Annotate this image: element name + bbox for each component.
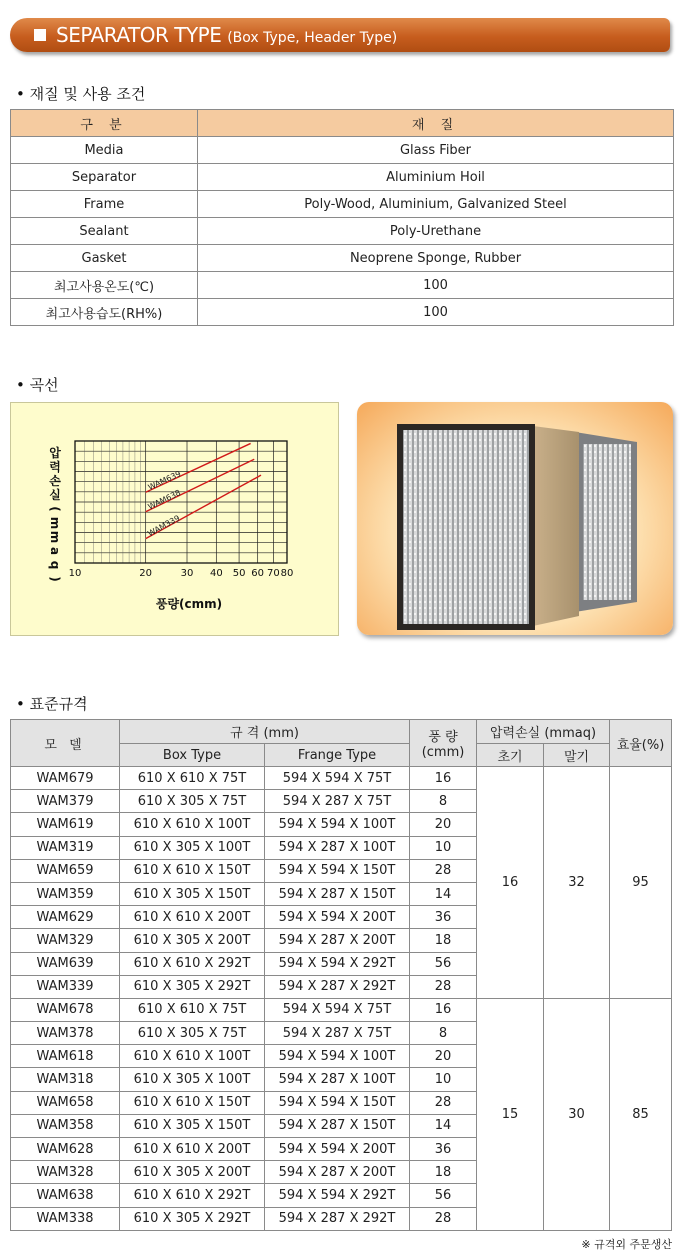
page-title	[56, 23, 397, 47]
initial-pressure-cell: 16	[477, 767, 544, 999]
model-cell: WAM318	[11, 1068, 120, 1091]
frange-type-cell: 594 X 287 X 150T	[265, 882, 410, 905]
frange-type-cell: 594 X 594 X 200T	[265, 1138, 410, 1161]
box-type-cell: 610 X 610 X 292T	[120, 1184, 265, 1207]
material-value: Aluminium Hoil	[198, 164, 674, 191]
material-item: Separator	[11, 164, 198, 191]
model-cell: WAM679	[11, 767, 120, 790]
frange-type-cell: 594 X 287 X 200T	[265, 1161, 410, 1184]
airflow-cell: 28	[410, 1207, 477, 1230]
airflow-cell: 14	[410, 882, 477, 905]
x-tick-label: 60	[251, 568, 265, 579]
y-axis-label-char: 압	[49, 446, 61, 460]
y-axis-label-char: m	[48, 530, 62, 544]
box-type-cell: 610 X 610 X 150T	[120, 859, 265, 882]
frange-type-cell: 594 X 287 X 75T	[265, 790, 410, 813]
model-cell: WAM638	[11, 1184, 120, 1207]
pressure-curve-chart	[10, 402, 339, 636]
box-type-cell: 610 X 610 X 150T	[120, 1091, 265, 1114]
model-cell: WAM619	[11, 813, 120, 836]
airflow-cell: 20	[410, 813, 477, 836]
airflow-cell: 28	[410, 975, 477, 998]
table-row	[11, 998, 672, 1021]
airflow-cell: 18	[410, 929, 477, 952]
x-axis-label: 풍량(cmm)	[155, 597, 223, 611]
header-airflow	[410, 720, 477, 767]
y-axis-label-char: 실	[49, 488, 61, 502]
airflow-cell: 20	[410, 1045, 477, 1068]
material-header-row	[11, 110, 674, 137]
box-type-cell: 610 X 610 X 75T	[120, 998, 265, 1021]
material-row	[11, 137, 674, 164]
header-efficiency: 효율(%)	[610, 720, 672, 767]
model-cell: WAM378	[11, 1022, 120, 1045]
efficiency-cell: 95	[610, 767, 672, 999]
frange-type-cell: 594 X 287 X 292T	[265, 1207, 410, 1230]
filter-side-panel	[533, 426, 579, 626]
frange-type-cell: 594 X 287 X 100T	[265, 1068, 410, 1091]
airflow-cell: 16	[410, 998, 477, 1021]
product-photo	[357, 402, 673, 635]
model-cell: WAM628	[11, 1138, 120, 1161]
frange-type-cell: 594 X 287 X 150T	[265, 1114, 410, 1137]
material-value: 100	[198, 299, 674, 326]
material-item: 최고사용습도(RH%)	[11, 299, 198, 326]
material-row	[11, 191, 674, 218]
material-value: 100	[198, 272, 674, 299]
frange-type-cell: 594 X 594 X 292T	[265, 1184, 410, 1207]
airflow-cell: 10	[410, 836, 477, 859]
spec-table	[10, 719, 672, 1231]
header-model: 모 델	[11, 720, 120, 767]
airflow-cell: 56	[410, 1184, 477, 1207]
frange-type-cell: 594 X 287 X 200T	[265, 929, 410, 952]
box-type-cell: 610 X 610 X 200T	[120, 906, 265, 929]
material-item: Media	[11, 137, 198, 164]
square-bullet-icon	[34, 29, 46, 41]
airflow-cell: 28	[410, 859, 477, 882]
model-cell: WAM678	[11, 998, 120, 1021]
footnote: ※ 규격외 주문생산	[581, 1238, 672, 1251]
x-tick-label: 30	[180, 568, 194, 579]
airflow-cell: 10	[410, 1068, 477, 1091]
header-initial: 초기	[477, 744, 544, 767]
box-type-cell: 610 X 610 X 292T	[120, 952, 265, 975]
frange-type-cell: 594 X 594 X 150T	[265, 1091, 410, 1114]
model-cell: WAM358	[11, 1114, 120, 1137]
airflow-cell: 8	[410, 790, 477, 813]
box-type-cell: 610 X 305 X 100T	[120, 836, 265, 859]
material-header-material: 재 질	[198, 110, 674, 137]
frange-type-cell: 594 X 594 X 100T	[265, 1045, 410, 1068]
model-cell: WAM338	[11, 1207, 120, 1230]
y-axis-label-char: a	[48, 546, 62, 556]
final-pressure-cell: 30	[544, 998, 610, 1230]
model-cell: WAM618	[11, 1045, 120, 1068]
box-type-cell: 610 X 305 X 100T	[120, 1068, 265, 1091]
material-row	[11, 245, 674, 272]
spec-header-row-1	[11, 720, 672, 744]
series-label-wam639: WAM639	[146, 469, 183, 493]
initial-pressure-cell: 15	[477, 998, 544, 1230]
box-type-cell: 610 X 610 X 100T	[120, 1045, 265, 1068]
airflow-cell: 18	[410, 1161, 477, 1184]
material-item: Frame	[11, 191, 198, 218]
header-airflow-unit: (cmm)	[421, 745, 465, 760]
airflow-cell: 14	[410, 1114, 477, 1137]
y-axis-label-char: m	[48, 516, 62, 530]
frange-type-cell: 594 X 594 X 200T	[265, 906, 410, 929]
curve-section-title: • 곡선	[16, 376, 59, 394]
filter-illustration	[357, 402, 673, 635]
material-row	[11, 164, 674, 191]
box-type-cell: 610 X 305 X 75T	[120, 790, 265, 813]
frange-type-cell: 594 X 594 X 100T	[265, 813, 410, 836]
box-type-cell: 610 X 305 X 200T	[120, 1161, 265, 1184]
airflow-cell: 8	[410, 1022, 477, 1045]
box-type-cell: 610 X 610 X 200T	[120, 1138, 265, 1161]
page-subtitle: (Box Type, Header Type)	[227, 30, 398, 46]
frange-type-cell: 594 X 594 X 150T	[265, 859, 410, 882]
material-value: Poly-Urethane	[198, 218, 674, 245]
y-axis-label-char: (	[48, 506, 62, 512]
header-pressure: 압력손실 (mmaq)	[477, 720, 610, 744]
frange-type-cell: 594 X 594 X 75T	[265, 767, 410, 790]
header-spec: 규 격 (mm)	[120, 720, 410, 744]
frange-type-cell: 594 X 287 X 292T	[265, 975, 410, 998]
table-row	[11, 767, 672, 790]
frange-type-cell: 594 X 287 X 100T	[265, 836, 410, 859]
material-header-category: 구 분	[11, 110, 198, 137]
model-cell: WAM359	[11, 882, 120, 905]
material-item: Sealant	[11, 218, 198, 245]
model-cell: WAM329	[11, 929, 120, 952]
model-cell: WAM629	[11, 906, 120, 929]
header-box-type: Box Type	[120, 744, 265, 767]
box-type-cell: 610 X 610 X 75T	[120, 767, 265, 790]
frange-type-cell: 594 X 594 X 75T	[265, 998, 410, 1021]
material-row	[11, 218, 674, 245]
series-label-wam638: WAM638	[146, 488, 183, 512]
y-axis-label-char: 손	[49, 474, 61, 488]
model-cell: WAM319	[11, 836, 120, 859]
model-cell: WAM659	[11, 859, 120, 882]
box-type-cell: 610 X 305 X 75T	[120, 1022, 265, 1045]
material-value: Neoprene Sponge, Rubber	[198, 245, 674, 272]
model-cell: WAM379	[11, 790, 120, 813]
model-cell: WAM328	[11, 1161, 120, 1184]
material-item: 최고사용온도(℃)	[11, 272, 198, 299]
material-value: Poly-Wood, Aluminium, Galvanized Steel	[198, 191, 674, 218]
model-cell: WAM339	[11, 975, 120, 998]
x-tick-label: 10	[68, 568, 82, 579]
material-row	[11, 299, 674, 326]
airflow-cell: 56	[410, 952, 477, 975]
model-cell: WAM658	[11, 1091, 120, 1114]
y-axis-label-char: q	[48, 560, 62, 570]
series-label-wam339: WAM339	[146, 513, 182, 539]
header-frange-type: Frange Type	[265, 744, 410, 767]
final-pressure-cell: 32	[544, 767, 610, 999]
x-tick-label: 80	[280, 568, 294, 579]
airflow-cell: 28	[410, 1091, 477, 1114]
page-title-text: SEPARATOR TYPE	[56, 23, 222, 47]
filter-pleated-media	[403, 430, 529, 624]
header-final: 말기	[544, 744, 610, 767]
box-type-cell: 610 X 305 X 150T	[120, 882, 265, 905]
box-type-cell: 610 X 305 X 150T	[120, 1114, 265, 1137]
material-section-title: • 재질 및 사용 조건	[16, 85, 146, 103]
box-type-cell: 610 X 305 X 292T	[120, 975, 265, 998]
airflow-cell: 36	[410, 906, 477, 929]
material-item: Gasket	[11, 245, 198, 272]
efficiency-cell: 85	[610, 998, 672, 1230]
box-type-cell: 610 X 305 X 200T	[120, 929, 265, 952]
chart-svg	[11, 403, 338, 635]
header-airflow-label: 풍 량	[428, 730, 458, 745]
y-axis-label-char: 력	[49, 460, 61, 474]
x-tick-label: 70	[267, 568, 280, 579]
airflow-cell: 16	[410, 767, 477, 790]
x-tick-label: 50	[232, 568, 246, 579]
material-value: Glass Fiber	[198, 137, 674, 164]
x-tick-label: 20	[139, 568, 153, 579]
section-header-bar	[10, 18, 670, 52]
filter-rear-pleats	[583, 444, 631, 600]
model-cell: WAM639	[11, 952, 120, 975]
box-type-cell: 610 X 610 X 100T	[120, 813, 265, 836]
y-axis-label-char: )	[48, 576, 62, 582]
material-table	[10, 109, 674, 326]
frange-type-cell: 594 X 287 X 75T	[265, 1022, 410, 1045]
spec-section-title: • 표준규격	[16, 695, 88, 713]
material-row	[11, 272, 674, 299]
airflow-cell: 36	[410, 1138, 477, 1161]
frange-type-cell: 594 X 594 X 292T	[265, 952, 410, 975]
x-tick-label: 40	[209, 568, 223, 579]
box-type-cell: 610 X 305 X 292T	[120, 1207, 265, 1230]
